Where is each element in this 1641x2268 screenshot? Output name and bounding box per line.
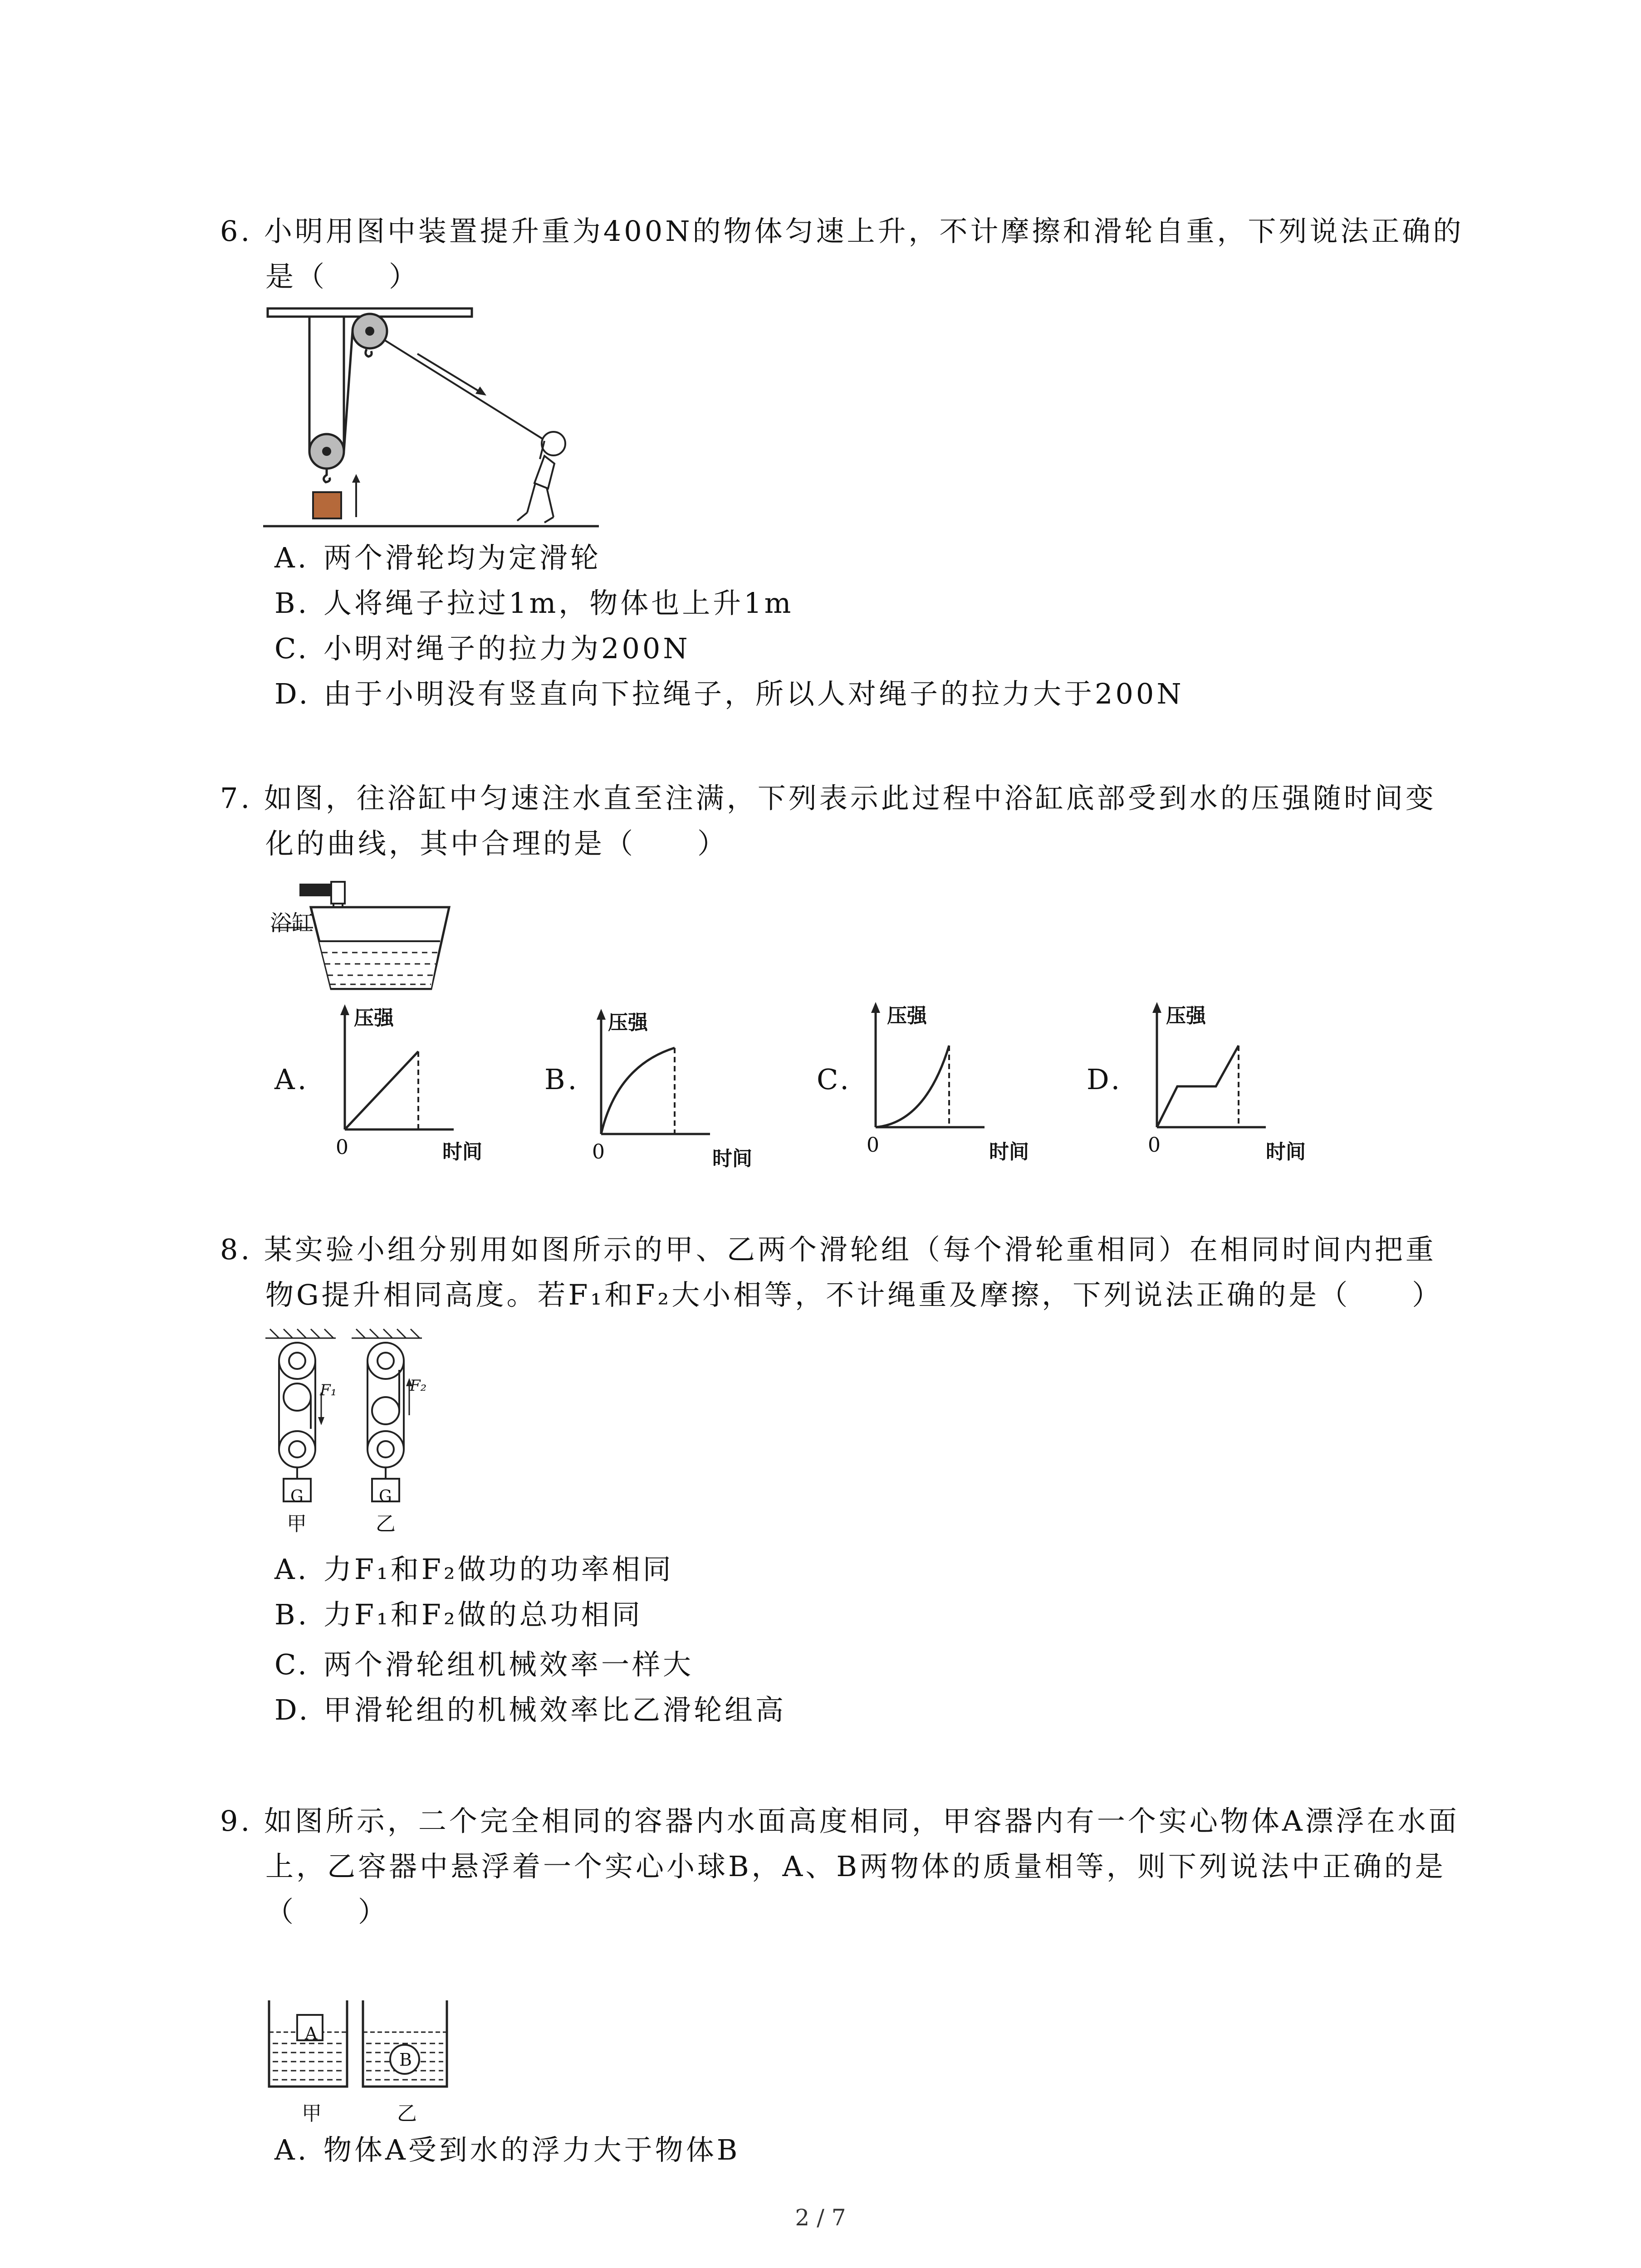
option-label: B. [274,1598,310,1631]
graph-a-ylabel: 压强 [354,1007,394,1030]
q6-stem-line2: 是（ ） [265,260,420,293]
q7-graph-a-label[interactable]: A. [274,1063,309,1096]
q7-graph-d-label[interactable]: D. [1087,1063,1123,1096]
q9-yi-label: 乙 [397,2102,417,2125]
graph-c-ylabel: 压强 [887,1004,927,1027]
q8-option-c[interactable] [274,1647,694,1683]
load-block [313,492,341,518]
graph-b-origin: 0 [592,1140,605,1163]
option-text: 由于小明没有竖直向下拉绳子，所以人对绳子的拉力大于200N [323,677,1184,710]
option-label: C. [274,1648,309,1681]
graph-a-origin: 0 [336,1136,348,1159]
q8-jia-label: 甲 [287,1512,307,1535]
q9-jia-label: 甲 [302,2102,322,2125]
q9-object-a-label: A [305,2024,318,2043]
graph-d-ylabel: 压强 [1166,1004,1206,1027]
option-label: A. [274,1553,309,1586]
curve-piecewise [1157,1046,1239,1127]
graph-d-origin: 0 [1148,1134,1161,1157]
option-label: A. [274,541,309,574]
q8-weight-right-label: G [379,1487,392,1506]
q8-yi-label: 乙 [376,1512,396,1535]
option-text: 甲滑轮组的机械效率比乙滑轮组高 [323,1693,787,1726]
q9-containers-figure [265,1996,456,2091]
graph-b-xlabel: 时间 [712,1147,752,1170]
q8-weight-left-label: G [290,1487,304,1506]
person-figure [517,432,565,523]
option-label: D. [274,1693,311,1726]
page-number: 2 / 7 [795,2204,846,2231]
curve-linear [345,1051,418,1129]
q6-stem-line1: 6. 小明用图中装置提升重为400N的物体匀速上升，不计摩擦和滑轮自重，下列说法正确的 [220,215,1464,248]
q8-stem-line2: 物G提升相同高度。若F₁和F₂大小相等，不计绳重及摩擦，下列说法正确的是（ ） [265,1278,1443,1311]
option-text: 物体A受到水的浮力大于物体B [323,2133,740,2166]
option-label: D. [274,677,311,710]
pulley-group-jia [279,1343,315,1501]
graph-a-xlabel: 时间 [442,1140,482,1163]
pulley-group-yi [367,1343,404,1501]
option-text: 两个滑轮组机械效率一样大 [323,1648,694,1681]
q6-pulley-figure [263,299,608,544]
q7-graph-b [574,1002,724,1157]
q7-stem-line1: 7. 如图，往浴缸中匀速注水直至注满，下列表示此过程中浴缸底部受到水的压强随时间变 [220,782,1436,815]
q7-graph-b-label[interactable]: B. [544,1063,580,1096]
bathtub-label: 浴缸 [270,910,314,936]
q7-bathtub-figure [263,880,463,998]
option-text: 力F₁和F₂做功的功率相同 [323,1553,674,1586]
option-text: 人将绳子拉过1m，物体也上升1m [323,587,794,620]
q7-stem-line2: 化的曲线，其中合理的是（ ） [265,827,729,860]
q6-option-c[interactable] [274,631,691,667]
q8-option-b[interactable] [274,1597,643,1633]
option-label: A. [274,2133,309,2166]
q7-graph-c-label[interactable]: C. [817,1063,852,1096]
curve-concave-up [876,1046,949,1127]
q9-stem-line2: 上，乙容器中悬浮着一个实心小球B，A、B两物体的质量相等，则下列说法中正确的是 [265,1850,1446,1883]
graph-c-xlabel: 时间 [989,1140,1029,1163]
q6-option-a[interactable] [274,540,601,576]
option-label: C. [274,632,309,665]
q9-stem-line3: （ ） [265,1895,389,1928]
option-label: B. [274,587,310,620]
q8-f1-label: F₁ [320,1381,337,1399]
option-text: 力F₁和F₂做的总功相同 [323,1598,643,1631]
graph-c-origin: 0 [867,1134,879,1157]
q6-option-d[interactable] [274,676,1184,712]
q9-option-a[interactable] [274,2132,740,2168]
option-text: 小明对绳子的拉力为200N [323,632,691,665]
q9-stem-line1: 9. 如图所示，二个完全相同的容器内水面高度相同，甲容器内有一个实心物体A漂浮在水面 [220,1804,1460,1838]
q8-stem-line1: 8. 某实验小组分别用如图所示的甲、乙两个滑轮组（每个滑轮重相同）在相同时间内把重 [220,1233,1436,1266]
graph-b-ylabel: 压强 [608,1011,648,1034]
q6-option-b[interactable] [274,585,794,621]
q8-option-a[interactable] [274,1551,674,1588]
q8-option-d[interactable] [274,1692,786,1728]
option-text: 两个滑轮均为定滑轮 [323,541,602,574]
q8-f2-label: F₂ [410,1377,427,1395]
graph-d-xlabel: 时间 [1266,1140,1306,1163]
q9-ball-b-label: B [399,2050,412,2070]
curve-concave-down [601,1048,675,1134]
